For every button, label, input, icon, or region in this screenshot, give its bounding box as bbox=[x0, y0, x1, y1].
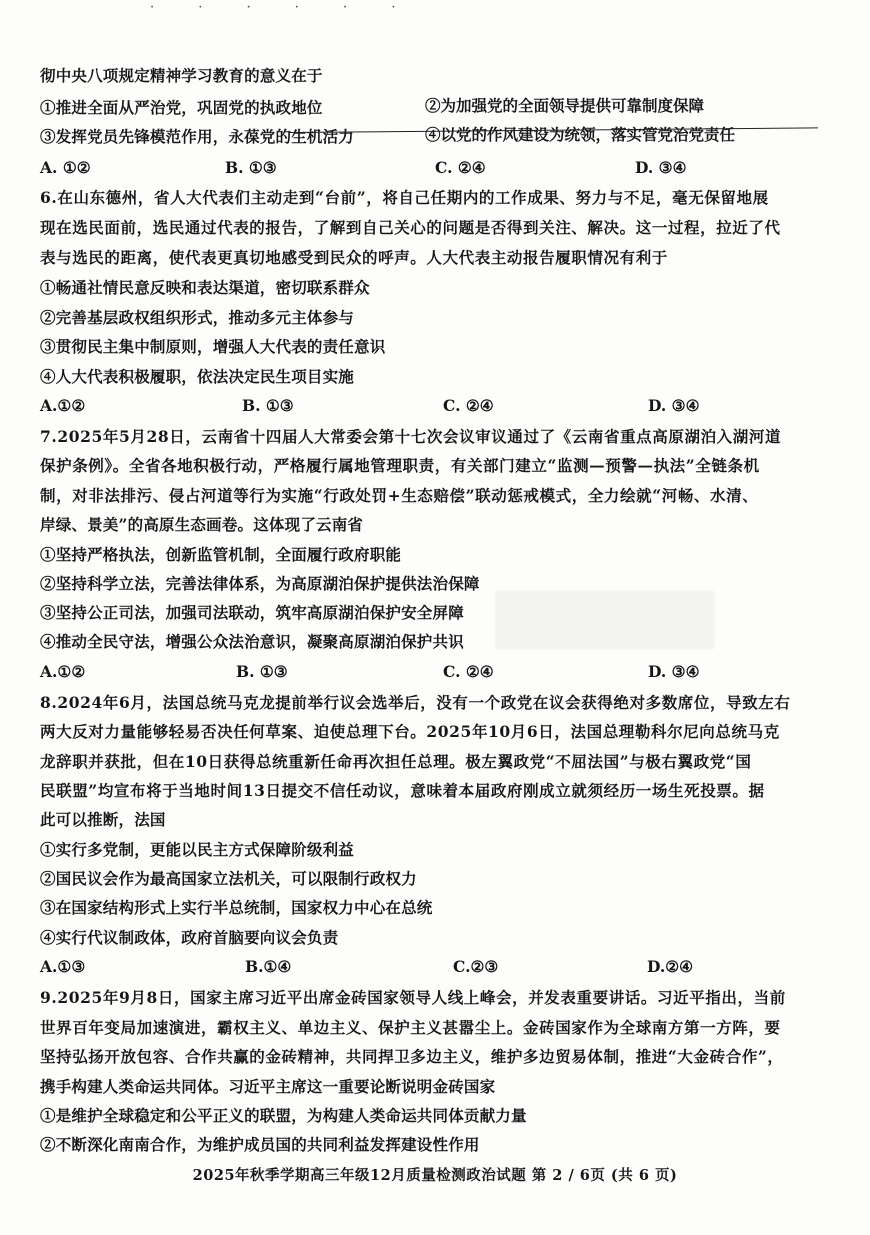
q5-option-a: A. ①② bbox=[40, 158, 91, 177]
q6-statement-3: ③贯彻民主集中制原则，增强人大代表的责任意识 bbox=[40, 337, 386, 356]
q5-statement-2: ②为加强党的全面领导提供可靠制度保障 bbox=[425, 96, 705, 115]
q6-stem-line-1: 6.在山东德州，省人大代表们主动走到“台前”，将自己任期内的工作成果、努力与不足，毫无保留地展 bbox=[40, 188, 769, 207]
q7-statement-4: ④推动全民守法，增强公众法治意识，凝聚高原湖泊保护共识 bbox=[40, 632, 464, 651]
q6-statement-1: ①畅通社情民意反映和表达渠道，密切联系群众 bbox=[40, 278, 370, 297]
q7-statement-2: ②坚持科学立法，完善法律体系，为高原湖泊保护提供法治保障 bbox=[40, 574, 480, 593]
q7-statement-3: ③坚持公正司法，加强司法联动，筑牢高原湖泊保护安全屏障 bbox=[40, 603, 464, 622]
q8-option-a: A.①③ bbox=[40, 957, 86, 976]
q9-statement-1: ①是维护全球稳定和公平正义的联盟，为构建人类命运共同体贡献力量 bbox=[40, 1106, 527, 1125]
q9-stem-line-1: 9.2025年9月8日，国家主席习近平出席金砖国家领导人线上峰会，并发表重要讲话。习近平指出，当前 bbox=[40, 988, 786, 1007]
q8-statement-2: ②国民议会作为最高国家立法机关，可以限制行政权力 bbox=[40, 869, 417, 888]
q8-stem-line-1: 8.2024年6月，法国总统马克龙提前举行议会选举后，没有一个政党在议会获得绝对多数席位，导致左右 bbox=[40, 693, 791, 712]
q9-stem-line-3: 坚持弘扬开放包容、合作共赢的金砖精神，共同捍卫多边主义，维护多边贸易体制，推进“大金砖合作”， bbox=[40, 1047, 784, 1066]
q8-stem-line-5: 此可以推断，法国 bbox=[40, 810, 166, 829]
q8-option-d: D.②④ bbox=[647, 957, 694, 976]
q6-option-d: D. ③④ bbox=[648, 396, 700, 415]
q6-option-c: C. ②④ bbox=[443, 396, 494, 415]
q5-option-b: B. ①③ bbox=[225, 158, 277, 177]
q7-options bbox=[40, 662, 840, 682]
q7-stem-line-2: 保护条例》。全省各地积极行动，严格履行属地管理职责，有关部门建立“监测—预警—执法”全链条机 bbox=[40, 456, 760, 475]
q8-statement-3: ③在国家结构形式上实行半总统制，国家权力中心在总统 bbox=[40, 898, 433, 917]
q8-statement-1: ①实行多党制，更能以民主方式保障阶级利益 bbox=[40, 840, 355, 859]
q8-option-b: B.①④ bbox=[245, 957, 292, 976]
q8-statement-4: ④实行代议制政体，政府首脑要向议会负责 bbox=[40, 928, 339, 947]
q7-option-d: D. ③④ bbox=[648, 662, 700, 681]
q7-option-c: C. ②④ bbox=[443, 662, 494, 681]
q8-option-c: C.②③ bbox=[453, 957, 499, 976]
q6-options bbox=[40, 396, 840, 416]
q6-option-b: B. ①③ bbox=[242, 396, 294, 415]
page-footer: 2025年秋季学期高三年级12月质量检测政治试题 第 2 / 6页 (共 6 页) bbox=[192, 1167, 678, 1184]
q5-option-d: D. ③④ bbox=[635, 158, 687, 177]
q8-stem-line-4: 民联盟”均宣布将于当地时间13日提交不信任动议，意味着本届政府刚成立就须经历一场生死投票。据 bbox=[40, 781, 765, 800]
q7-statement-1: ①坚持严格执法，创新监管机制，全面履行政府职能 bbox=[40, 545, 402, 564]
top-cut-fragment: · · · · · · bbox=[150, 0, 416, 15]
q6-statement-4: ④人大代表积极履职，依法决定民生项目实施 bbox=[40, 367, 355, 386]
q7-stem-line-1: 7.2025年5月28日，云南省十四届人大常委会第十七次会议审议通过了《云南省重点高原湖泊入湖河道 bbox=[40, 427, 782, 446]
q5-statement-4: ④以党的作风建设为统领，落实管党治党责任 bbox=[425, 125, 736, 144]
q5-option-c: C. ②④ bbox=[435, 158, 486, 177]
q6-statement-2: ②完善基层政权组织形式，推动多元主体参与 bbox=[40, 308, 355, 327]
q7-option-a: A.①② bbox=[40, 662, 86, 681]
q7-stem-line-4: 岸绿、景美”的高原生态画卷。这体现了云南省 bbox=[40, 515, 364, 534]
q5-options bbox=[40, 158, 840, 178]
q7-option-b: B. ①③ bbox=[236, 662, 288, 681]
q9-statement-2: ②不断深化南南合作，为维护成员国的共同利益发挥建设性作用 bbox=[40, 1135, 480, 1154]
q8-options bbox=[40, 957, 840, 977]
q9-stem-line-2: 世界百年变局加速演进，霸权主义、单边主义、保护主义甚嚣尘上。金砖国家作为全球南方第一方阵，要 bbox=[40, 1018, 781, 1037]
q6-option-a: A.①② bbox=[40, 396, 86, 415]
q8-stem-line-2: 两大反对力量能够轻易否决任何草案、迫使总理下台。2025年10月6日，法国总理勒科尔尼向总统马克 bbox=[40, 722, 780, 741]
q6-stem-line-3: 表与选民的距离，使代表更真切地感受到民众的呼声。人大代表主动报告履职情况有利于 bbox=[40, 248, 668, 267]
q7-stem-line-3: 制，对非法排污、侵占河道等行为实施“行政处罚+生态赔偿”联动惩戒模式，全力绘就“河畅、水清、 bbox=[40, 486, 759, 505]
q9-stem-line-4: 携手构建人类命运共同体。习近平主席这一重要论断说明金砖国家 bbox=[40, 1077, 496, 1096]
q6-stem-line-2: 现在选民面前，选民通过代表的报告，了解到自己关心的问题是否得到关注、解决。这一过程，拉近了代 bbox=[40, 218, 781, 237]
q5-statement-1: ①推进全面从严治党，巩固党的执政地位 bbox=[40, 98, 323, 117]
scan-smudge bbox=[495, 590, 715, 650]
q8-stem-line-3: 龙辞职并获批，但在10日获得总统重新任命再次担任总理。极左翼政党“不屈法国”与极右翼政党“国 bbox=[40, 752, 752, 771]
q5-stem-end: 彻中央八项规定精神学习教育的意义在于 bbox=[40, 66, 323, 85]
q5-statement-3: ③发挥党员先锋模范作用，永葆党的生机活力 bbox=[40, 127, 355, 146]
